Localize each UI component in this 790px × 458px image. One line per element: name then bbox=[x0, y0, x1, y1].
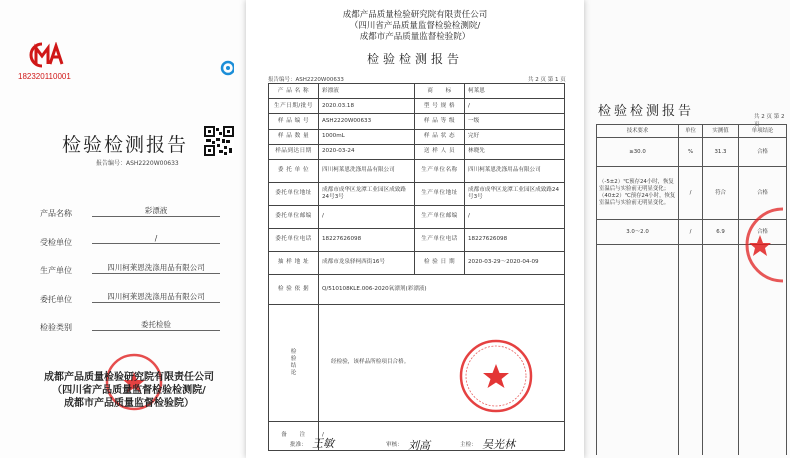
empty-cell bbox=[679, 245, 703, 456]
table-row bbox=[269, 228, 565, 251]
cell-label: 委托单位电话 bbox=[269, 228, 319, 251]
table-row bbox=[269, 251, 565, 274]
table-row bbox=[597, 138, 787, 167]
cell-measured: 31.3 bbox=[703, 138, 739, 167]
cell-unit: / bbox=[679, 167, 703, 220]
cell-value: 2020-03-24 bbox=[319, 144, 415, 159]
column-header: 单项结论 bbox=[739, 125, 787, 138]
cell-label: 生产单位邮编 bbox=[415, 205, 465, 228]
cell-value: / bbox=[465, 205, 565, 228]
basis-label: 检 验 依 据 bbox=[269, 274, 319, 304]
conclusion-label-char: 论 bbox=[290, 369, 297, 376]
cell-label: 送 样 人 员 bbox=[415, 144, 465, 159]
cover-title: 检验检测报告 bbox=[62, 134, 189, 156]
signature-approve: 王敏 bbox=[312, 437, 334, 450]
field-label-client: 委托单位 bbox=[40, 295, 72, 304]
cell-value: / bbox=[465, 99, 565, 114]
cell-value: 1000mL bbox=[319, 129, 415, 144]
signature-role-approve: 批准： bbox=[290, 442, 307, 448]
empty-cell bbox=[703, 245, 739, 456]
signature-role-inspector: 主检： bbox=[460, 442, 477, 448]
institute-name-line-2: （四川省产品质量监督检验检测院/ bbox=[349, 21, 481, 31]
table-header-row bbox=[597, 125, 787, 138]
results-page-info: 共 2 页 第 2 页 bbox=[754, 114, 785, 128]
cell-value: 成都市龙泉驿柯西街16号 bbox=[319, 251, 415, 274]
red-seal-icon bbox=[458, 338, 534, 414]
empty-cell bbox=[597, 245, 679, 456]
cover-report-number: 报告编号：ASH2220W00633 bbox=[96, 160, 179, 167]
cell-value: 四川柯莱恩洗涤用品有限公司 bbox=[319, 159, 415, 182]
cell-value: 林晓先 bbox=[465, 144, 565, 159]
cma-logo-icon bbox=[22, 42, 66, 68]
cell-value: 2020-03-29～2020-04-09 bbox=[465, 251, 565, 274]
cell-measured: 符合 bbox=[703, 167, 739, 220]
cell-label: 样品到达日期 bbox=[269, 144, 319, 159]
signature-review: 刘高 bbox=[408, 439, 430, 452]
page-info: 共 2 页 第 1 页 bbox=[528, 77, 566, 83]
remarks-value: / bbox=[319, 421, 565, 450]
cell-value: 成都市成华区龙潭工业园区成致路24号3号 bbox=[465, 182, 565, 205]
cell-value: 一级 bbox=[465, 114, 565, 129]
cell-label: 委托单位邮编 bbox=[269, 205, 319, 228]
cell-value: 四川柯莱恩洗涤用品有限公司 bbox=[465, 159, 565, 182]
cell-value: 完好 bbox=[465, 129, 565, 144]
red-seal-icon bbox=[738, 205, 788, 285]
institute-name-line-3: 成都市产品质量监督检验院） bbox=[359, 32, 471, 42]
cell-requirement: （-5±2）℃预存24小时，恢复室温后与实验前无明显变化；（40±2）℃预存24小时，恢复室温后与实验前无明显变化。 bbox=[597, 167, 679, 220]
cell-label: 样 品 状 态 bbox=[415, 129, 465, 144]
cell-unit: % bbox=[679, 138, 703, 167]
signature-role-review: 审核： bbox=[386, 442, 403, 448]
conclusion-label-char: 验 bbox=[290, 355, 297, 362]
cell-requirement: ≥30.0 bbox=[597, 138, 679, 167]
report-detail-page bbox=[246, 0, 584, 458]
table-row bbox=[269, 114, 565, 129]
cell-label: 生产单位地址 bbox=[415, 182, 465, 205]
table-row bbox=[269, 144, 565, 159]
cell-label: 样 品 等 级 bbox=[415, 114, 465, 129]
cell-value: 2020.03.18 bbox=[319, 99, 415, 114]
field-label-product: 产品名称 bbox=[40, 209, 72, 218]
results-title: 检验检测报告 bbox=[598, 104, 695, 119]
field-label-inspected-unit: 受检单位 bbox=[40, 238, 72, 247]
institute-name: 成都产品质量检验研究院有限责任公司 bbox=[342, 10, 488, 20]
cell-value: 彩漂液 bbox=[319, 84, 415, 99]
cma-number: 182320110001 bbox=[18, 72, 71, 81]
column-header: 单位 bbox=[679, 125, 703, 138]
field-value-inspected-unit: / bbox=[92, 234, 220, 244]
cell-label: 委托单位地址 bbox=[269, 182, 319, 205]
cell-label: 样 品 编 号 bbox=[269, 114, 319, 129]
field-value-inspection-type: 委托检验 bbox=[92, 319, 220, 331]
cover-footer-line-2: （四川省产品质量监督检验检测院/ bbox=[52, 385, 206, 396]
cell-label: 委 托 单 位 bbox=[269, 159, 319, 182]
table-row bbox=[269, 182, 565, 205]
cell-result: 合格 bbox=[739, 138, 787, 167]
cell-measured: 6.9 bbox=[703, 220, 739, 245]
cell-value: / bbox=[319, 205, 415, 228]
cell-label: 商 标 bbox=[415, 84, 465, 99]
cell-label: 抽 样 地 址 bbox=[269, 251, 319, 274]
qr-code-icon bbox=[204, 126, 234, 162]
field-value-client: 四川柯莱恩洗涤用品有限公司 bbox=[92, 291, 220, 303]
field-value-manufacturer: 四川柯莱恩洗涤用品有限公司 bbox=[92, 262, 220, 274]
report-results-page bbox=[578, 0, 790, 458]
conclusion-label-char: 检 bbox=[290, 348, 297, 355]
cell-label: 型 号 规 格 bbox=[415, 99, 465, 114]
table-row bbox=[269, 99, 565, 114]
cell-unit: / bbox=[679, 220, 703, 245]
table-row bbox=[269, 205, 565, 228]
column-header: 技术要求 bbox=[597, 125, 679, 138]
report-cover-page bbox=[0, 0, 258, 458]
basis-value: Q/510108KLE.006-2020氧漂剂(彩漂液) bbox=[319, 274, 565, 304]
signature-inspector: 吴光林 bbox=[482, 438, 515, 451]
table-row bbox=[269, 84, 565, 99]
circular-logo-icon bbox=[218, 60, 234, 76]
report-number: 报告编号：ASH2220W00633 bbox=[268, 77, 344, 83]
cell-value: ASH2220W00633 bbox=[319, 114, 415, 129]
cell-label: 生产单位电话 bbox=[415, 228, 465, 251]
field-label-manufacturer: 生产单位 bbox=[40, 266, 72, 275]
field-label-inspection-type: 检验类别 bbox=[40, 323, 72, 332]
cover-footer-line-1: 成都产品质量检验研究院有限责任公司 bbox=[44, 372, 214, 383]
cover-footer-line-3: 成都市产品质量监督检验院） bbox=[64, 398, 194, 409]
remarks-label: 备 注 bbox=[269, 421, 319, 450]
conclusion-label bbox=[269, 304, 319, 421]
cell-value: 18227626098 bbox=[319, 228, 415, 251]
cell-label: 样 品 数 量 bbox=[269, 129, 319, 144]
table-row bbox=[269, 159, 565, 182]
cell-result: 合格 bbox=[739, 167, 787, 220]
cell-label: 产 品 名 称 bbox=[269, 84, 319, 99]
field-value-product: 彩漂液 bbox=[92, 205, 220, 217]
conclusion-label-char: 结 bbox=[290, 362, 297, 369]
cell-requirement: 3.0～2.0 bbox=[597, 220, 679, 245]
results-table bbox=[596, 124, 787, 455]
cell-label: 检 验 日 期 bbox=[415, 251, 465, 274]
column-header: 实测值 bbox=[703, 125, 739, 138]
conclusion-text: 经检验，该样品所检项目合格。 bbox=[319, 304, 565, 421]
table-row bbox=[269, 129, 565, 144]
cell-result: 合格 bbox=[739, 220, 787, 245]
report-title: 检验检测报告 bbox=[366, 52, 463, 66]
cell-label: 生产日期/批号 bbox=[269, 99, 319, 114]
cell-value: 柯莱恩 bbox=[465, 84, 565, 99]
cell-value: 18227626098 bbox=[465, 228, 565, 251]
table-row bbox=[269, 274, 565, 304]
cell-label: 生产单位名称 bbox=[415, 159, 465, 182]
cell-value: 成都市成华区龙潭工业园区成致路24号3号 bbox=[319, 182, 415, 205]
